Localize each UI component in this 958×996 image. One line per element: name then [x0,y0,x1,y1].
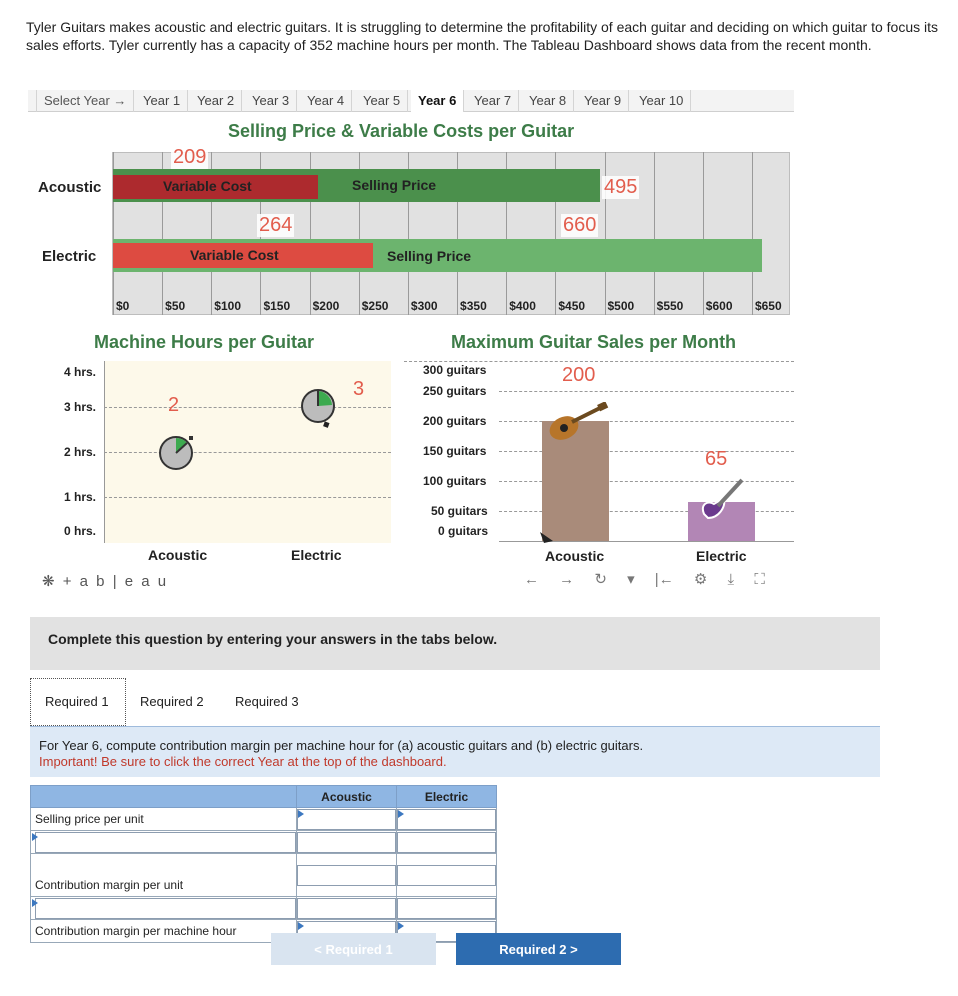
acoustic-hours-value: 2 [168,394,180,416]
year-3-button[interactable]: Year 3 [245,90,297,112]
tab-required-2[interactable]: Required 2 [140,694,204,709]
table-row [31,808,497,831]
electric-guitar-icon [696,474,748,526]
tab-required-3[interactable]: Required 3 [235,694,299,709]
cm-unit-acoustic-input[interactable] [297,865,396,886]
row-2-electric-input[interactable] [397,832,496,853]
acoustic-variable-cost-label: Variable Cost [163,178,252,194]
sales-tick-150: 150 guitars [423,444,487,458]
select-year-label: Select Year → [36,90,134,112]
price-axis-tick: $550 [656,299,684,313]
acoustic-max-sales-value: 200 [562,364,596,386]
sales-cursor-icon [540,532,554,544]
hours-tick-0: 0 hrs. [64,524,97,538]
price-axis-tick: $250 [361,299,389,313]
input-flag-icon [32,899,38,907]
year-7-button[interactable]: Year 7 [467,90,519,112]
sales-tick-100: 100 guitars [423,474,487,488]
cell [297,897,397,920]
row-4-acoustic-input[interactable] [297,898,396,919]
question-banner: Complete this question by entering your answers in the tabs below. [30,617,880,670]
year-2-button[interactable]: Year 2 [190,90,242,112]
price-gridline [752,152,753,315]
sales-tick-250: 250 guitars [423,384,487,398]
electric-max-sales-value: 65 [705,448,728,470]
price-axis-tick: $350 [460,299,487,313]
problem-intro: Tyler Guitars makes acoustic and electric guitars. It is struggling to determine the profitability of each guitar and deciding on which guitar to focus its sales efforts. Tyler currently has a capacity of 352 machine hours per month. The Tableau Dashboard shows data from the recent month. [26,19,939,53]
price-gridline [703,152,704,315]
row-label-input-cell [31,897,297,920]
hours-tick-2: 2 hrs. [64,445,97,459]
tab-required-1[interactable]: Required 1 [30,678,126,726]
cell [297,831,397,854]
price-cost-chart-title: Selling Price & Variable Costs per Guitar [228,121,575,141]
year-4-button[interactable]: Year 4 [300,90,352,112]
electric-row-label: Electric [42,248,97,265]
header-blank [31,786,297,808]
sales-tick-0: 0 guitars [438,524,489,538]
year-8-button[interactable]: Year 8 [522,90,574,112]
hours-tick-3: 3 hrs. [64,400,97,414]
hours-electric-label: Electric [291,547,342,563]
instruction-box [30,726,880,777]
sales-gridline-250 [499,391,794,392]
acoustic-variable-cost-value: 209 [173,146,207,168]
selling-price-electric-input[interactable] [397,809,496,830]
max-sales-chart-title: Maximum Guitar Sales per Month [451,332,737,352]
table-row [31,854,497,897]
electric-selling-price-value: 660 [563,214,597,236]
price-axis-tick: $650 [754,299,782,313]
cell [397,897,497,920]
share-icon[interactable]: ⚙ [693,571,708,588]
year-selector [28,90,794,112]
hours-tick-4: 4 hrs. [64,365,97,379]
cell [397,831,497,854]
instruction-text: For Year 6, compute contribution margin per machine hour for (a) acoustic guitars and (b) electric guitars. [39,738,644,753]
price-axis-tick: $100 [214,299,241,313]
year-1-button[interactable]: Year 1 [136,90,188,112]
cell [297,808,397,831]
hours-acoustic-label: Acoustic [148,547,208,563]
table-row [31,831,497,854]
electric-variable-cost-label: Variable Cost [190,247,279,263]
tableau-logo [42,572,168,590]
acoustic-selling-price-value: 495 [604,176,638,198]
revert-icon[interactable]: ↻ [594,571,607,588]
price-gridline [654,152,655,315]
tableau-logo-icon: ❋ [42,573,57,590]
sales-top-line [404,361,794,362]
selling-price-acoustic-input[interactable] [297,809,396,830]
row-4-label-input[interactable] [35,898,296,919]
reset-icon[interactable]: |← [654,571,674,588]
electric-selling-price-label: Selling Price [387,248,472,264]
year-10-button[interactable]: Year 10 [632,90,691,112]
input-flag-icon [32,833,38,841]
input-flag-icon [298,810,304,818]
hours-gridline-3 [104,407,391,408]
next-required-button[interactable]: Required 2 > [456,933,621,965]
important-note: Important! Be sure to click the correct Year at the top of the dashboard. [39,754,447,769]
price-axis-tick: $200 [312,299,340,313]
redo-icon[interactable]: → [559,571,575,588]
cell [397,854,497,897]
input-flag-icon [298,922,304,930]
input-flag-icon [398,922,404,930]
table-row [31,897,497,920]
prev-required-button[interactable]: < Required 1 [271,933,436,965]
row-label: Selling price per unit [31,808,297,831]
year-9-button[interactable]: Year 9 [577,90,629,112]
sales-tick-200: 200 guitars [423,414,487,428]
electric-hours-value: 3 [353,378,365,400]
price-axis-tick: $0 [116,299,130,313]
sales-acoustic-label: Acoustic [545,548,605,564]
cell [297,854,397,897]
year-5-button[interactable]: Year 5 [356,90,408,112]
acoustic-stopwatch-icon [156,431,196,471]
row-label: Contribution margin per machine hour [31,920,297,943]
cell [397,808,497,831]
price-axis-tick: $600 [705,299,733,313]
price-axis-tick: $450 [558,299,586,313]
hours-gridline-2 [104,452,391,453]
tableau-toolbar [516,570,773,588]
year-6-button[interactable]: Year 6 [411,90,464,112]
header-acoustic: Acoustic [297,786,397,808]
price-axis-tick: $400 [509,299,536,313]
row-2-label-input[interactable] [35,832,296,853]
sales-tick-50: 50 guitars [431,504,488,518]
header-electric: Electric [397,786,497,808]
hours-gridline-1 [104,497,391,498]
row-label-input-cell [31,831,297,854]
sales-electric-label: Electric [696,548,747,564]
input-flag-icon [398,810,404,818]
row-4-electric-input[interactable] [397,898,496,919]
answer-table [30,785,497,943]
undo-icon[interactable]: ← [524,571,539,588]
price-axis-tick: $150 [263,299,291,313]
price-axis-tick: $500 [607,299,635,313]
row-2-acoustic-input[interactable] [297,832,396,853]
price-axis-tick: $50 [165,299,186,313]
price-axis-tick: $300 [410,299,438,313]
fullscreen-icon[interactable]: ⛶ [754,571,765,588]
tableau-logo-text: + a b | e a u [62,573,169,590]
hours-tick-1: 1 hrs. [64,490,97,504]
revert-dropdown-icon[interactable]: ▾ [627,571,635,588]
electric-stopwatch-icon [298,386,340,428]
acoustic-guitar-icon [544,402,610,444]
row-label: Contribution margin per unit [31,854,297,897]
cm-unit-electric-input[interactable] [397,865,496,886]
acoustic-selling-price-label: Selling Price [352,177,437,193]
electric-variable-cost-value: 264 [259,214,293,236]
download-icon[interactable]: ⤓ [727,571,735,588]
sales-tick-300: 300 guitars [423,363,487,377]
tableau-dashboard [28,88,794,596]
machine-hours-chart-title: Machine Hours per Guitar [94,332,315,352]
acoustic-row-label: Acoustic [38,179,102,196]
